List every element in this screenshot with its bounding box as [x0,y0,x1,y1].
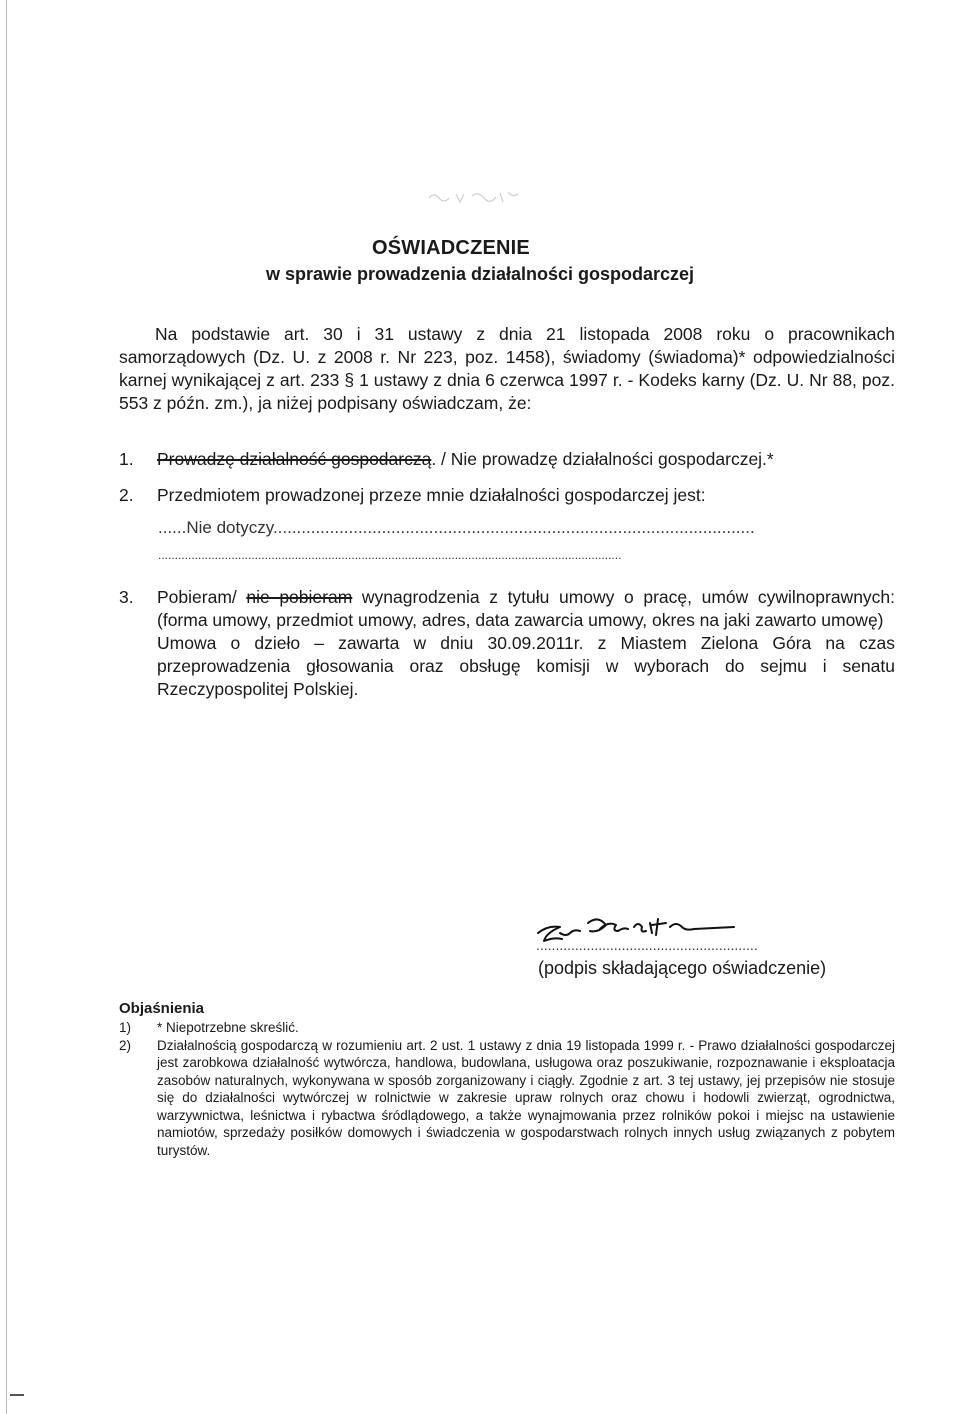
item-number: 1. [119,449,134,469]
item-text-pre: Pobieram/ [157,587,247,607]
intro-paragraph [119,323,895,415]
note-text: Działalnością gospodarczą w rozumieniu art. 2 ust. 1 ustawy z dnia 19 listopada 1999 r. - Prawo działalności gospodarczej jest zarobkowa działalność wytwórcza, handlowa, budowlana, usługowa oraz poszukiwanie, rozpoznawanie i eksploatacja zasobów naturalnych, wykonywana w sposób zorganizowany i ciągły. Zgodnie z art. 3 tej ustawy, jej przepisów nie stosuje się do działalności wytwórczej w rolnictwie w zakresie upraw rolnych oraz chowu i hodowli zwierząt, ogrodnictwa, warzywnictwa, leśnictwa i rybactwa śródlądowego, a także wynajmowania przez rolników pokoi i miejsc na ustawienie namiotów, sprzedaży posiłków domowych i świadczenia w gospodarstwach rolnych innych usług związanych z pobytem turystów. [157,1037,895,1158]
signature-line: ......................................................... [536,937,758,953]
title-block [0,237,960,285]
item-answer: Umowa o dzieło – zawarta w dniu 30.09.2011r. z Miastem Zielona Góra na czas przeprowadzenia głosowania oraz obsługę komisji w wyborach do sejmu i senatu Rzeczypospolitej Polskiej. [157,633,895,699]
item-number: 2. [119,485,134,505]
note-number: 2) [119,1037,132,1053]
item-text: . / Nie prowadzę działalności gospodarczej.* [431,449,774,469]
item-number: 3. [119,587,134,607]
item-body [157,448,895,471]
explanations-notes [119,1019,895,1159]
statement-item-1 [119,448,895,472]
faint-stamp-mark [424,186,524,206]
handwritten-signature [530,905,860,1005]
explanations-title: Objaśnienia [119,1000,205,1017]
item-text: Przedmiotem prowadzonej przeze mnie działalności gospodarczej jest: [157,485,706,505]
scan-edge-left [6,0,7,1414]
note-2 [119,1037,895,1160]
fill-line-2: ........................................................................................................................................... [158,548,622,562]
statement-item-2 [119,484,895,508]
intro-text: Na podstawie art. 30 i 31 ustawy z dnia 21 listopada 2008 roku o pracownikach samorządowych (Dz. U. z 2008 r. Nr 223, poz. 1458), świadomy (świadoma)* odpowiedzialności karnej wynikającej z art. 233 § 1 ustawy z dnia 6 czerwca 1997 r. - Kodeks karny (Dz. U. Nr 88, poz. 553 z późn. zm.), ja niżej podpisany oświadczam, że: [119,324,895,413]
note-1 [119,1019,895,1037]
statement-item-3 [119,586,895,726]
note-text: * Niepotrzebne skreślić. [157,1020,299,1035]
scan-corner-mark [10,1394,24,1396]
note-number: 1) [119,1020,132,1035]
struck-option: nie pobieram [246,587,353,607]
document-subtitle: w sprawie prowadzenia działalności gospodarczej [265,264,695,284]
item-text-post: wynagrodzenia z tytułu umowy o pracę, umów cywilnoprawnych: (forma umowy, przedmiot umowy, adres, data zawarcia umowy, okres na jaki zawarto umowę) [157,587,896,630]
item-body [157,586,895,701]
struck-option: Prowadzę działalność gospodarczą [157,449,432,469]
document-title: OŚWIADCZENIE [372,237,530,259]
fill-line-1: ......Nie dotyczy...................................................................................................... [158,518,755,537]
signature-caption: (podpis składającego oświadczenie) [538,958,827,978]
